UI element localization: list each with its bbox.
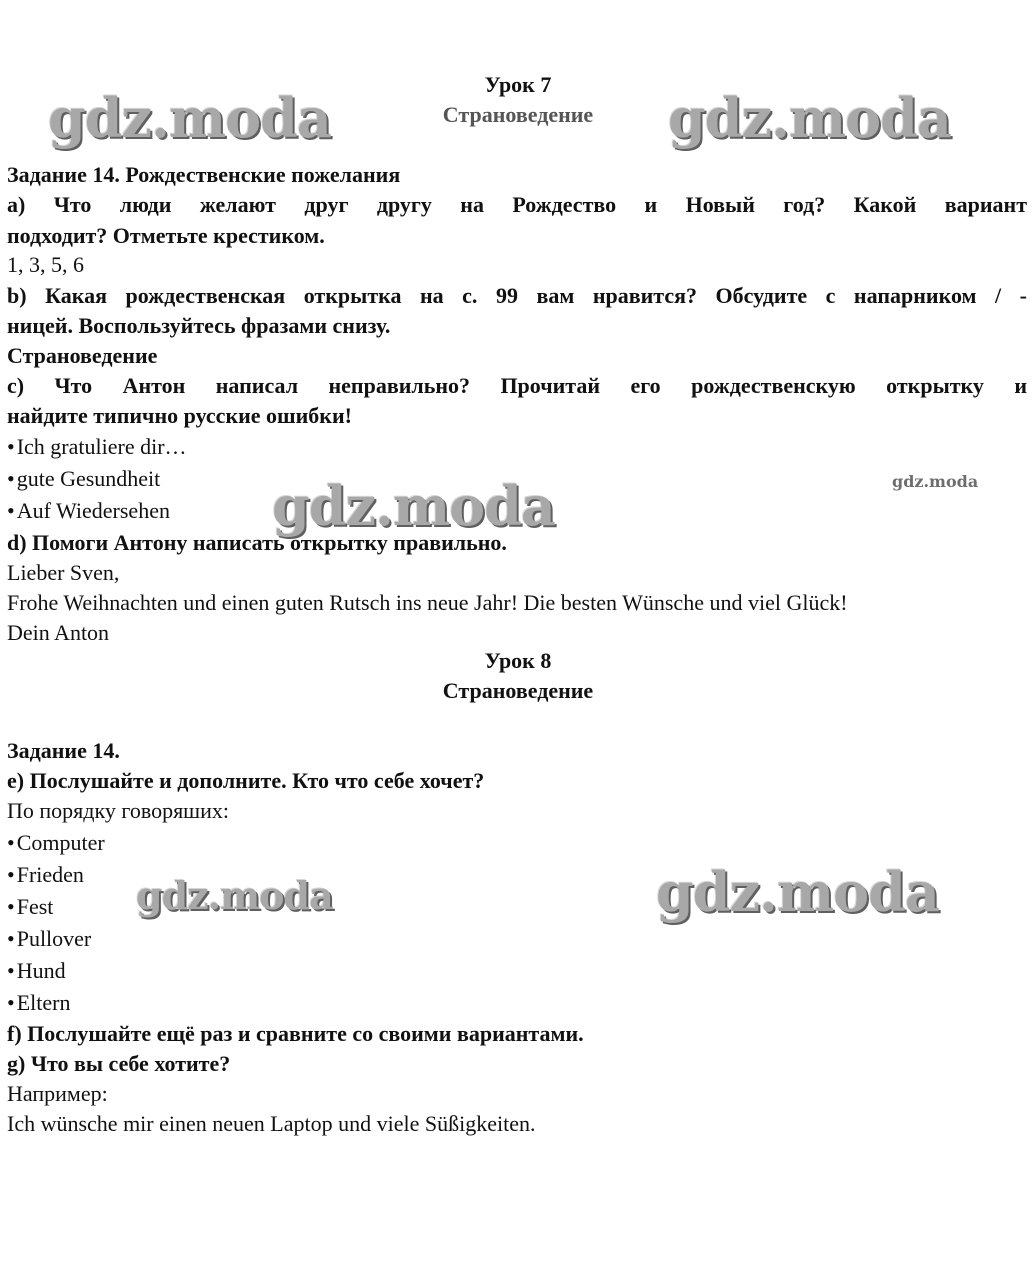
task-e-intro: По порядку говоряших: <box>7 798 230 823</box>
watermark-logo: gdz.moda <box>136 873 333 918</box>
task-g-intro: Например: <box>7 1081 108 1106</box>
list-item: • Computer <box>7 830 105 856</box>
task-d-heading: d) Помоги Антону написать открытку правильно. <box>7 530 507 555</box>
list-item: • gute Gesundheit <box>7 466 160 492</box>
task-a-line2: подходит? Отметьте крестиком. <box>7 223 325 248</box>
watermark-logo: gdz.moda <box>656 860 939 924</box>
task-g-heading: g) Что вы себе хотите? <box>7 1051 231 1076</box>
task-a-line1: a) Что люди желают друг другу на Рождество и Новый год? Какой вариант <box>7 192 1027 217</box>
task-e-heading: e) Послушайте и дополните. Кто что себе хочет? <box>7 768 485 793</box>
card-line: Frohe Weihnachten und einen guten Rutsch ins neue Jahr! Die besten Wünsche und viel Glück! <box>7 590 848 615</box>
task-f-heading: f) Послушайте ещё раз и сравните со своими вариантами. <box>7 1021 584 1046</box>
watermark-logo: gdz.moda <box>272 474 555 538</box>
lesson8-title: Урок 8 <box>484 648 552 673</box>
list-item: • Hund <box>7 958 66 984</box>
lesson7-subtitle: Страноведение <box>442 102 594 127</box>
task-b-line1: b) Какая рождественская открытка на с. 99 вам нравится? Обсудите с напарником / - <box>7 283 1027 308</box>
list-item: • Ich gratuliere dir… <box>7 434 187 460</box>
card-line: Dein Anton <box>7 620 110 645</box>
task-c-line2: найдите типично русские ошибки! <box>7 403 352 428</box>
lesson7-task-heading: Задание 14. Рождественские пожелания <box>7 162 401 187</box>
watermark-logo: gdz.moda <box>892 472 979 491</box>
watermark-logo: gdz.moda <box>48 86 331 150</box>
lesson8-task-heading: Задание 14. <box>7 738 120 763</box>
task-b-line2: ницей. Воспользуйтесь фразами снизу. <box>7 313 391 338</box>
list-item: • Frieden <box>7 862 84 888</box>
card-line: Lieber Sven, <box>7 560 120 585</box>
task-c-line1: c) Что Антон написал неправильно? Прочитай его рождественскую открытку и <box>7 373 1027 398</box>
section-heading: Страноведение <box>7 343 158 368</box>
list-item: • Pullover <box>7 926 91 952</box>
list-item: • Eltern <box>7 990 70 1016</box>
lesson7-title: Урок 7 <box>484 72 552 97</box>
task-g-example: Ich wünsche mir einen neuen Laptop und viele Süßigkeiten. <box>7 1111 536 1136</box>
task-a-answer: 1, 3, 5, 6 <box>7 252 84 277</box>
list-item: • Fest <box>7 894 53 920</box>
list-item: • Auf Wiedersehen <box>7 498 170 524</box>
watermark-logo: gdz.moda <box>668 86 951 150</box>
lesson8-subtitle: Страноведение <box>442 678 594 703</box>
